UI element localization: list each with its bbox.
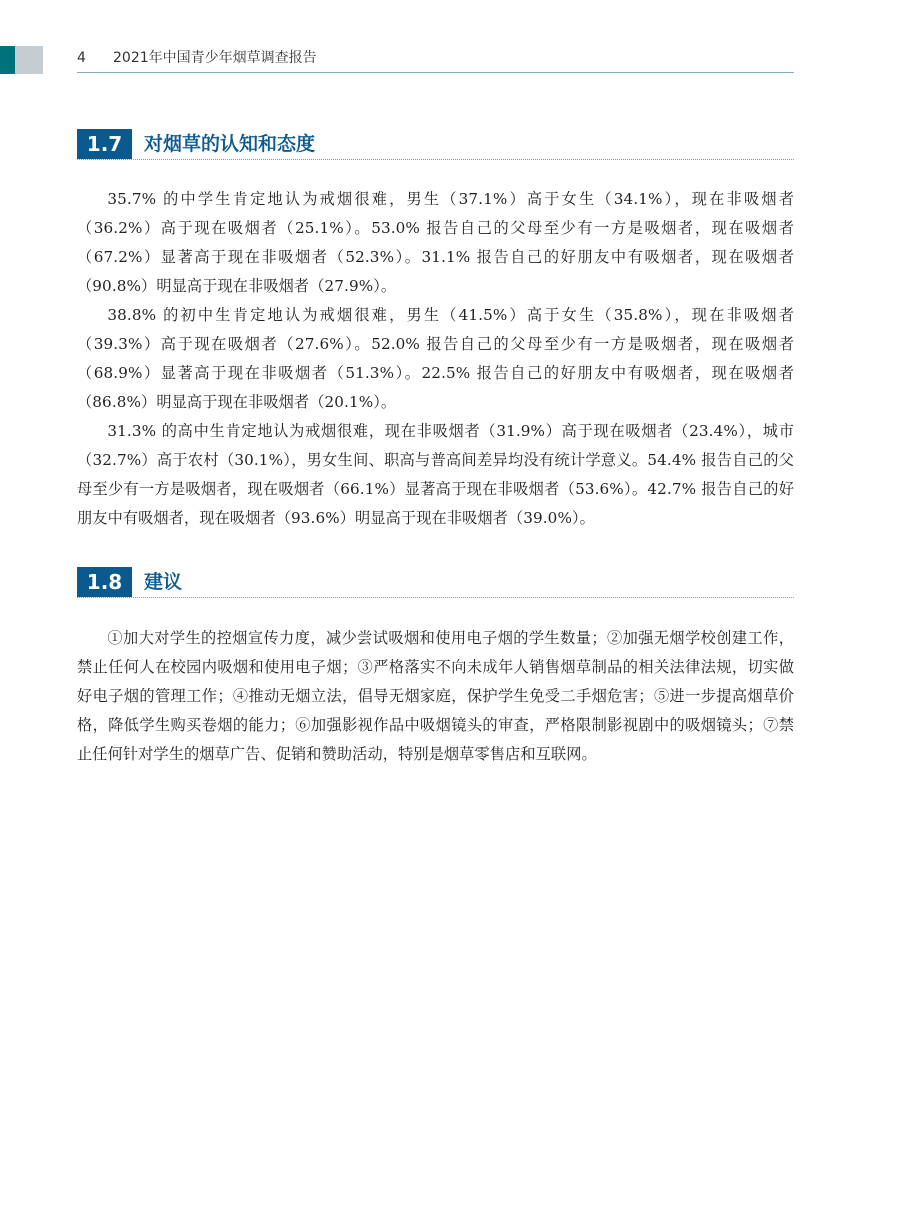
section-number: 1.7: [77, 129, 132, 159]
page-number: 4: [77, 50, 86, 66]
section-heading-1-8: [77, 567, 794, 597]
section-body-1-7: [77, 185, 794, 533]
section-title: 对烟草的认知和态度: [144, 133, 316, 155]
section-heading-1-7: [77, 129, 794, 159]
section-body-1-8: [77, 624, 794, 769]
section-title: 建议: [144, 571, 183, 593]
paragraph-senior-high: 31.3% 的高中生肯定地认为戒烟很难，现在非吸烟者（31.9%）高于现在吸烟者（23.4%），城市（32.7%）高于农村（30.1%），男女生间、职高与普高间差异均没有统计学意义。54.4% 报告自己的父母至少有一方是吸烟者，现在吸烟者（66.1%）显著高于现在非吸烟者（53.6%）。42.7% 报告自己的好朋友中有吸烟者，现在吸烟者（93.6%）明显高于现在非吸烟者（39.0%）。: [77, 422, 794, 527]
header-accent-block-light: [15, 46, 43, 74]
header-rule: [77, 72, 794, 73]
paragraph-junior-high: 38.8% 的初中生肯定地认为戒烟很难，男生（41.5%）高于女生（35.8%），现在非吸烟者（39.3%）高于现在吸烟者（27.6%）。52.0% 报告自己的父母至少有一方是吸烟者，现在吸烟者（68.9%）显著高于现在非吸烟者（51.3%）。22.5% 报告自己的好朋友中有吸烟者，现在吸烟者（86.8%）明显高于现在非吸烟者（20.1%）。: [77, 306, 794, 411]
running-title: 2021年中国青少年烟草调查报告: [113, 50, 317, 66]
section-rule: [77, 597, 794, 598]
section-number: 1.8: [77, 567, 132, 597]
header-accent-block: [0, 46, 15, 74]
section-rule: [77, 159, 794, 160]
paragraph-recommendations: ①加大对学生的控烟宣传力度，减少尝试吸烟和使用电子烟的学生数量；②加强无烟学校创建工作，禁止任何人在校园内吸烟和使用电子烟；③严格落实不向未成年人销售烟草制品的相关法律法规，切实做好电子烟的管理工作；④推动无烟立法，倡导无烟家庭，保护学生免受二手烟危害；⑤进一步提高烟草价格，降低学生购买卷烟的能力；⑥加强影视作品中吸烟镜头的审查，严格限制影视剧中的吸烟镜头；⑦禁止任何针对学生的烟草广告、促销和赞助活动，特别是烟草零售店和互联网。: [77, 629, 794, 763]
paragraph-middle-school: 35.7% 的中学生肯定地认为戒烟很难，男生（37.1%）高于女生（34.1%），现在非吸烟者（36.2%）高于现在吸烟者（25.1%）。53.0% 报告自己的父母至少有一方是吸烟者，现在吸烟者（67.2%）显著高于现在非吸烟者（52.3%）。31.1% 报告自己的好朋友中有吸烟者，现在吸烟者（90.8%）明显高于现在非吸烟者（27.9%）。: [77, 190, 794, 295]
